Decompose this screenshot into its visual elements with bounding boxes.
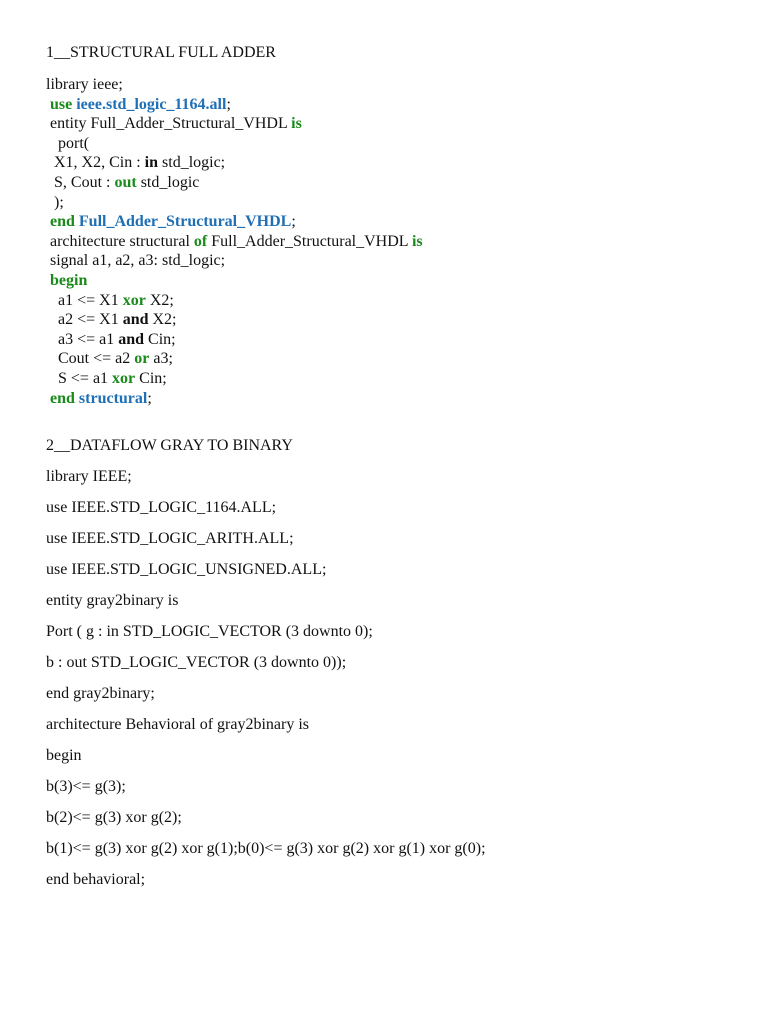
code-line: use IEEE.STD_LOGIC_1164.ALL; bbox=[46, 499, 277, 516]
code-line bbox=[46, 193, 64, 213]
keyword-token: out bbox=[114, 174, 137, 191]
code-text: S <= a1 bbox=[46, 370, 113, 387]
keyword-token: xor bbox=[112, 370, 136, 387]
code-text: a3 <= a1 bbox=[46, 330, 119, 348]
code-line bbox=[46, 95, 231, 115]
code-line bbox=[46, 114, 302, 134]
keyword-token: end bbox=[50, 389, 75, 407]
keyword-token: is bbox=[411, 232, 423, 250]
code-line: end gray2binary; bbox=[46, 685, 155, 702]
section1-title: 1__STRUCTURAL FULL ADDER bbox=[46, 44, 276, 61]
code-text: a3; bbox=[149, 350, 173, 368]
keyword-token: end bbox=[50, 213, 75, 231]
code-text: a2 <= X1 bbox=[46, 311, 123, 329]
code-line: b(2)<= g(3) xor g(2); bbox=[46, 809, 182, 826]
code-line bbox=[46, 330, 176, 350]
code-line bbox=[46, 251, 225, 271]
code-line bbox=[46, 75, 123, 95]
section2-title: 2__DATAFLOW GRAY TO BINARY bbox=[46, 437, 293, 454]
code-line bbox=[46, 369, 167, 389]
keyword-token: use bbox=[50, 95, 73, 113]
code-text: port( bbox=[46, 134, 90, 152]
keyword-token: xor bbox=[122, 291, 146, 309]
code-text: Full_Adder_Structural_VHDL bbox=[207, 232, 412, 250]
code-text: std_logic; bbox=[158, 154, 226, 172]
code-line: begin bbox=[46, 747, 82, 764]
identifier-token: Full_Adder_Structural_VHDL bbox=[78, 213, 292, 231]
code-text: signal a1, a2, a3: std_logic; bbox=[46, 252, 226, 270]
keyword-token: is bbox=[291, 115, 302, 133]
code-line bbox=[46, 291, 174, 311]
code-text: S, Cout : bbox=[46, 174, 115, 191]
code-text: ; bbox=[147, 389, 152, 407]
keyword-token: and bbox=[122, 311, 149, 329]
code-line: b : out STD_LOGIC_VECTOR (3 downto 0)); bbox=[46, 654, 347, 671]
identifier-token: structural bbox=[78, 389, 148, 407]
code-line bbox=[46, 389, 152, 409]
code-text: Cout <= a2 bbox=[46, 350, 135, 368]
code-text: entity Full_Adder_Structural_VHDL bbox=[46, 115, 292, 133]
code-line bbox=[46, 271, 87, 291]
keyword-token: or bbox=[134, 350, 150, 368]
code-line bbox=[46, 212, 296, 232]
keyword-token: in bbox=[144, 154, 159, 172]
code-text: X1, X2, Cin : bbox=[46, 154, 145, 172]
code-line: Port ( g : in STD_LOGIC_VECTOR (3 downto 0); bbox=[46, 623, 373, 640]
code-line: use IEEE.STD_LOGIC_ARITH.ALL; bbox=[46, 530, 294, 547]
code-text: ; bbox=[291, 213, 296, 231]
code-line bbox=[46, 349, 173, 369]
code-text: a1 <= X1 bbox=[46, 291, 123, 309]
keyword-token: and bbox=[118, 330, 145, 348]
code-line bbox=[46, 134, 89, 154]
code-line: b(3)<= g(3); bbox=[46, 778, 126, 795]
code-text: architecture structural bbox=[46, 232, 194, 250]
code-line: use IEEE.STD_LOGIC_UNSIGNED.ALL; bbox=[46, 561, 327, 578]
code-line bbox=[46, 173, 199, 193]
code-line: architecture Behavioral of gray2binary is bbox=[46, 716, 309, 733]
code-text: library ieee; bbox=[46, 76, 123, 93]
code-line: end behavioral; bbox=[46, 871, 146, 888]
keyword-token: of bbox=[193, 232, 208, 250]
keyword-token: begin bbox=[50, 272, 88, 289]
code-text: std_logic bbox=[136, 174, 200, 191]
code-text: Cin; bbox=[144, 330, 176, 348]
identifier-token: ieee.std_logic_1164.all bbox=[76, 95, 227, 113]
code-text: ); bbox=[46, 193, 64, 211]
code-text: X2; bbox=[148, 311, 177, 329]
code-text: Cin; bbox=[135, 370, 167, 387]
code-text: X2; bbox=[145, 291, 174, 309]
code-text: ; bbox=[226, 95, 231, 113]
code-line bbox=[46, 153, 225, 173]
code-line: library IEEE; bbox=[46, 468, 132, 485]
code-line: entity gray2binary is bbox=[46, 592, 179, 609]
code-line bbox=[46, 310, 177, 330]
code-line: b(1)<= g(3) xor g(2) xor g(1);b(0)<= g(3) xor g(2) xor g(1) xor g(0); bbox=[46, 840, 486, 857]
code-line bbox=[46, 232, 423, 252]
